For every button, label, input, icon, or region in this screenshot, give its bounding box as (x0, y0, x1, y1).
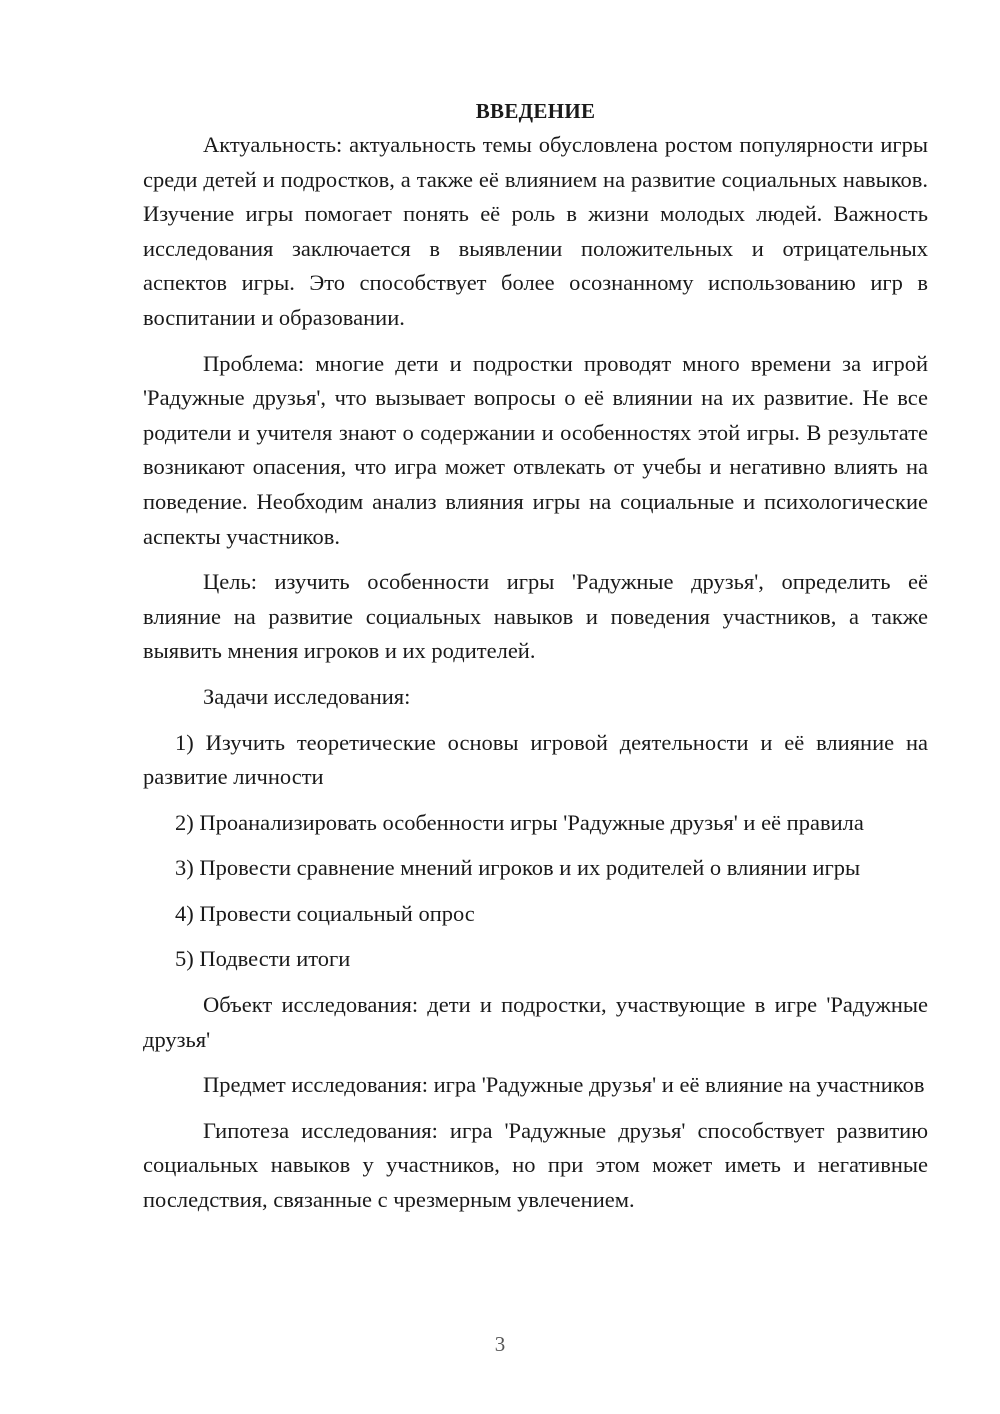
paragraph-goal: Цель: изучить особенности игры 'Радужные друзья', определить её влияние на развитие социальных навыков и поведения участников, а также выявить мнения игроков и их родителей. (143, 569, 928, 664)
document-page (143, 94, 928, 1229)
list-item: 4) Провести социальный опрос (175, 900, 475, 926)
page-number: 3 (494, 1332, 506, 1356)
list-item: 1) Изучить теоретические основы игровой деятельности и её влияние на развитие личности (143, 729, 928, 790)
paragraph-hypothesis: Гипотеза исследования: игра 'Радужные друзья' способствует развитию социальных навыков у участников, но при этом может иметь и негативные последствия, связанные с чрезмерным увлечением. (143, 1117, 928, 1213)
paragraph-subject: Предмет исследования: игра 'Радужные друзья' и её влияние на участников (203, 1072, 925, 1098)
paragraph-object: Объект исследования: дети и подростки, участвующие в игре 'Радужные друзья' (143, 992, 928, 1052)
list-item: 2) Проанализировать особенности игры 'Радужные друзья' и её правила (175, 809, 864, 835)
paragraph-problem: Проблема: многие дети и подростки проводят много времени за игрой 'Радужные друзья', что вызывает вопросы о её влиянии на их развитие. Не все родители и учителя знают о содержании и особенностях этой игры. В результате возникают опасения, что игра может отвлекать от учебы и негативно влиять на поведение. Необходим анализ влияния игры на социальные и психологические аспекты участников. (143, 350, 928, 549)
paragraph-relevance: Актуальность: актуальность темы обусловлена ростом популярности игры среди детей и подростков, а также её влиянием на развитие социальных навыков. Изучение игры помогает понять её роль в жизни молодых людей. Важность исследования заключается в выявлении положительных и отрицательных аспектов игры. Это способствует более осознанному использованию игр в воспитании и образовании. (143, 132, 928, 330)
list-item: 5) Подвести итоги (175, 946, 351, 972)
section-heading: ВВЕДЕНИЕ (475, 99, 596, 123)
tasks-list (143, 726, 928, 978)
list-item: 3) Провести сравнение мнений игроков и их родителей о влиянии игры (175, 855, 861, 881)
tasks-title: Задачи исследования: (203, 683, 411, 709)
